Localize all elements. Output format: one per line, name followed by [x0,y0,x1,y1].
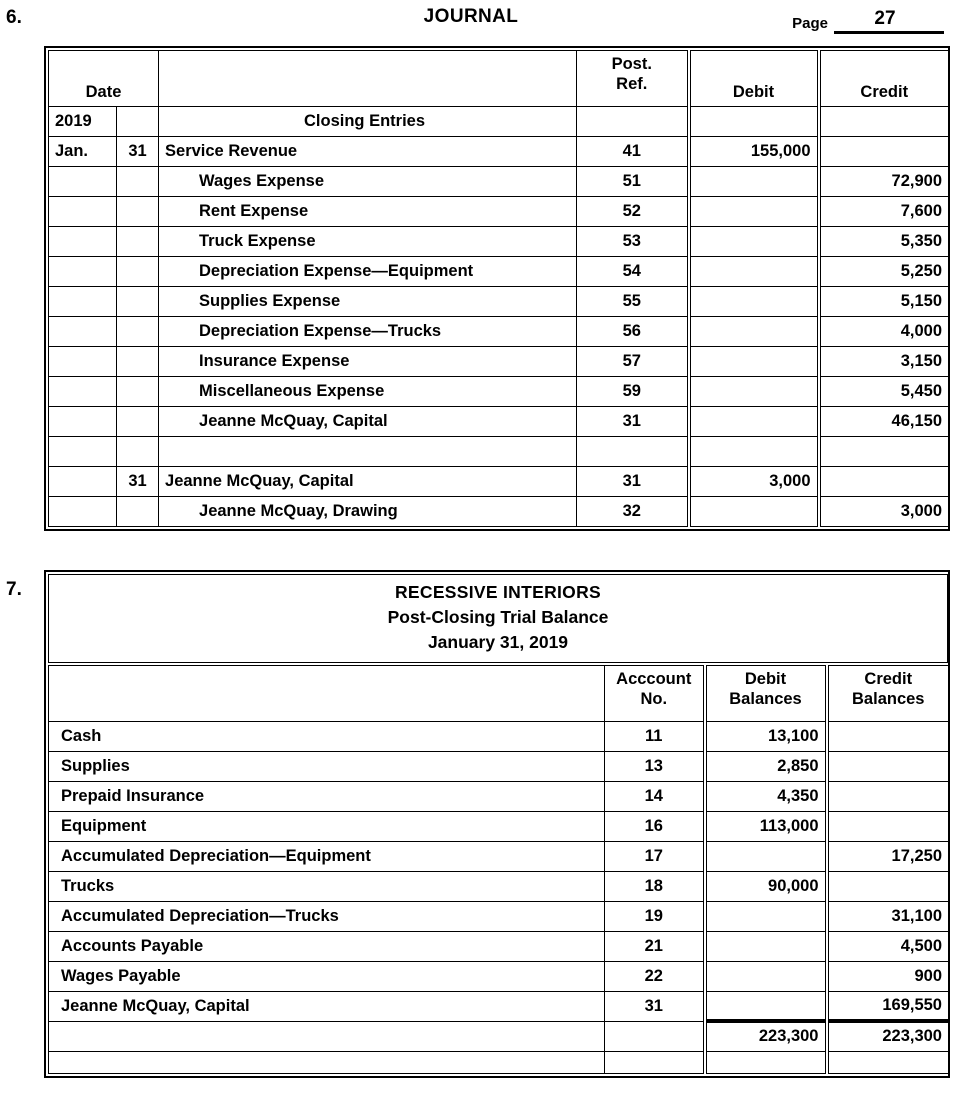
journal-header-row [49,51,949,107]
journal-col-debit: Debit [689,51,819,107]
post-ref-line-1: Post. [611,55,652,73]
page-number-value: 27 [834,8,944,34]
journal-cell-month [49,227,117,257]
journal-cell-post-ref: 55 [577,287,689,317]
journal-cell-month: Jan. [49,137,117,167]
tb-cell-debit: 113,000 [705,811,827,841]
tb-double-rule-row [49,1051,949,1073]
journal-cell-month [49,467,117,497]
journal-cell-post-ref: 31 [577,467,689,497]
journal-cell-day [117,497,159,527]
journal-row [49,167,949,197]
tb-cell-debit: 13,100 [705,721,827,751]
tb-row [49,721,949,751]
acct-no-line-1: Acccount [616,669,692,688]
journal-cell-debit [689,347,819,377]
journal-cell-description: Jeanne McQuay, Capital [159,467,577,497]
tb-cell-debit [705,901,827,931]
journal-cell-month [49,407,117,437]
post-ref-line-2: Ref. [616,75,648,94]
statement-date: January 31, 2019 [427,631,569,652]
journal-row [49,317,949,347]
tb-cell-account: Supplies [49,751,605,781]
tb-cell-debit: 90,000 [705,871,827,901]
tb-cell-account-no: 22 [605,961,705,991]
tb-cell-credit [827,811,949,841]
journal-cell-month [49,437,117,467]
tb-cell-debit [705,931,827,961]
tb-col-account [49,665,605,721]
trial-balance-heading-cell [49,575,948,663]
journal-cell-credit: 3,000 [819,497,949,527]
journal-cell-month [49,287,117,317]
tb-cell-account: Wages Payable [49,961,605,991]
journal-cell-post-ref: 51 [577,167,689,197]
journal-cell-credit: 5,350 [819,227,949,257]
problem-number-6: 6. [6,7,22,28]
trial-balance-heading-table [48,574,948,663]
tb-cell-credit: 17,250 [827,841,949,871]
tb-cell-credit [827,751,949,781]
trial-balance-section [0,570,964,1078]
journal-cell-credit [819,107,949,137]
journal-row [49,407,949,437]
tb-cell-account-no: 11 [605,721,705,751]
problem-number-7: 7. [6,579,22,600]
tb-cell-account: Accumulated Depreciation—Trucks [49,901,605,931]
journal-cell-debit [689,377,819,407]
journal-cell-credit [819,467,949,497]
journal-cell-day [117,437,159,467]
journal-cell-description: Miscellaneous Expense [159,377,577,407]
journal-cell-credit: 3,150 [819,347,949,377]
debit-line-2: Balances [729,689,802,708]
journal-header-bar [44,0,950,46]
credit-line-2: Balances [852,689,925,708]
journal-cell-credit [819,137,949,167]
journal-row [49,197,949,227]
tb-cell-account-no: 18 [605,871,705,901]
journal-cell-post-ref: 54 [577,257,689,287]
journal-cell-description: Insurance Expense [159,347,577,377]
trial-balance-heading-row [49,575,948,663]
tb-cell-credit [827,721,949,751]
journal-cell-day [117,107,159,137]
company-name: RECESSIVE INTERIORS [394,582,602,602]
journal-cell-day: 31 [117,137,159,167]
journal-cell-debit [689,407,819,437]
journal-cell-debit: 155,000 [689,137,819,167]
tb-cell-account-no: 21 [605,931,705,961]
journal-cell-month [49,167,117,197]
tb-row [49,991,949,1021]
journal-row [49,107,949,137]
journal-row [49,137,949,167]
journal-row [49,257,949,287]
tb-row [49,781,949,811]
journal-cell-month: 2019 [49,107,117,137]
journal-cell-credit: 4,000 [819,317,949,347]
journal-cell-post-ref: 32 [577,497,689,527]
journal-cell-day [117,407,159,437]
credit-line-1: Credit [864,669,913,688]
journal-cell-debit [689,197,819,227]
tb-col-credit-balances [827,665,949,721]
acct-no-line-2: No. [640,689,668,708]
tb-cell-account-no [605,1051,705,1073]
journal-cell-credit: 5,250 [819,257,949,287]
journal-cell-post-ref: 52 [577,197,689,227]
journal-cell-debit: 3,000 [689,467,819,497]
tb-cell-account-no: 19 [605,901,705,931]
journal-cell-credit: 7,600 [819,197,949,227]
tb-row [49,751,949,781]
journal-table [48,50,949,527]
journal-cell-post-ref: 53 [577,227,689,257]
trial-balance-table [48,665,949,1074]
tb-cell-account: Prepaid Insurance [49,781,605,811]
journal-cell-debit [689,437,819,467]
tb-cell-credit: 4,500 [827,931,949,961]
journal-cell-debit [689,167,819,197]
journal-cell-day [117,287,159,317]
tb-row [49,961,949,991]
tb-row [49,811,949,841]
tb-cell-debit: 2,850 [705,751,827,781]
tb-col-debit-balances [705,665,827,721]
journal-section [0,0,964,531]
tb-totals-row [49,1021,949,1051]
tb-cell-credit [827,1051,949,1073]
page-label: Page [792,15,828,32]
debit-line-1: Debit [744,669,787,688]
journal-row [49,467,949,497]
journal-cell-credit: 72,900 [819,167,949,197]
tb-cell-account-no: 14 [605,781,705,811]
tb-cell-debit: 4,350 [705,781,827,811]
tb-cell-debit [705,961,827,991]
journal-cell-month [49,197,117,227]
journal-cell-post-ref [577,437,689,467]
tb-row [49,931,949,961]
journal-row [49,497,949,527]
journal-col-credit: Credit [819,51,949,107]
journal-cell-description [159,437,577,467]
tb-row [49,871,949,901]
journal-cell-description: Depreciation Expense—Trucks [159,317,577,347]
journal-row [49,437,949,467]
journal-cell-month [49,497,117,527]
journal-cell-credit: 5,450 [819,377,949,407]
journal-cell-month [49,257,117,287]
journal-col-date: Date [49,51,159,107]
journal-cell-description: Rent Expense [159,197,577,227]
journal-cell-post-ref: 59 [577,377,689,407]
journal-row [49,347,949,377]
journal-cell-credit: 5,150 [819,287,949,317]
journal-cell-day [117,377,159,407]
journal-cell-debit [689,497,819,527]
journal-cell-day: 31 [117,467,159,497]
tb-cell-credit: 169,550 [827,991,949,1021]
tb-cell-account [49,1051,605,1073]
tb-cell-debit [705,841,827,871]
tb-cell-credit: 223,300 [827,1021,949,1051]
journal-row [49,227,949,257]
journal-title: JOURNAL [423,6,519,27]
journal-cell-post-ref: 41 [577,137,689,167]
journal-cell-description: Service Revenue [159,137,577,167]
journal-cell-day [117,167,159,197]
journal-cell-post-ref [577,107,689,137]
tb-cell-account: Trucks [49,871,605,901]
journal-cell-debit [689,317,819,347]
journal-cell-description: Jeanne McQuay, Capital [159,407,577,437]
tb-cell-account-no: 17 [605,841,705,871]
tb-cell-account-no [605,1021,705,1051]
journal-cell-description: Truck Expense [159,227,577,257]
tb-row [49,901,949,931]
journal-cell-debit [689,287,819,317]
journal-cell-debit [689,107,819,137]
trial-balance-header-row [49,665,949,721]
tb-cell-account-no: 13 [605,751,705,781]
tb-cell-account: Accounts Payable [49,931,605,961]
tb-row [49,841,949,871]
tb-cell-account [49,1021,605,1051]
tb-cell-credit [827,871,949,901]
tb-cell-credit [827,781,949,811]
journal-cell-debit [689,257,819,287]
tb-cell-debit: 223,300 [705,1021,827,1051]
tb-cell-account: Equipment [49,811,605,841]
tb-cell-debit [705,991,827,1021]
journal-cell-description: Wages Expense [159,167,577,197]
journal-col-post-ref [577,51,689,107]
journal-cell-description: Supplies Expense [159,287,577,317]
statement-name: Post-Closing Trial Balance [387,606,609,627]
tb-cell-account: Accumulated Depreciation—Equipment [49,841,605,871]
journal-row [49,377,949,407]
journal-cell-description: Jeanne McQuay, Drawing [159,497,577,527]
journal-cell-post-ref: 57 [577,347,689,377]
journal-table-frame [44,46,950,531]
journal-cell-description: Depreciation Expense—Equipment [159,257,577,287]
tb-cell-account: Cash [49,721,605,751]
journal-cell-credit: 46,150 [819,407,949,437]
tb-cell-credit: 31,100 [827,901,949,931]
journal-cell-debit [689,227,819,257]
tb-cell-account-no: 31 [605,991,705,1021]
journal-cell-post-ref: 31 [577,407,689,437]
journal-cell-credit [819,437,949,467]
journal-cell-month [49,377,117,407]
journal-cell-day [117,257,159,287]
journal-cell-day [117,197,159,227]
trial-balance-frame [44,570,950,1078]
journal-cell-month [49,347,117,377]
page-number-field [792,8,944,34]
journal-cell-day [117,317,159,347]
journal-cell-description: Closing Entries [159,107,577,137]
journal-cell-day [117,347,159,377]
journal-col-description [159,51,577,107]
tb-col-account-no [605,665,705,721]
tb-cell-debit [705,1051,827,1073]
journal-cell-post-ref: 56 [577,317,689,347]
journal-row [49,287,949,317]
tb-cell-credit: 900 [827,961,949,991]
journal-cell-day [117,227,159,257]
tb-cell-account: Jeanne McQuay, Capital [49,991,605,1021]
journal-cell-month [49,317,117,347]
tb-cell-account-no: 16 [605,811,705,841]
